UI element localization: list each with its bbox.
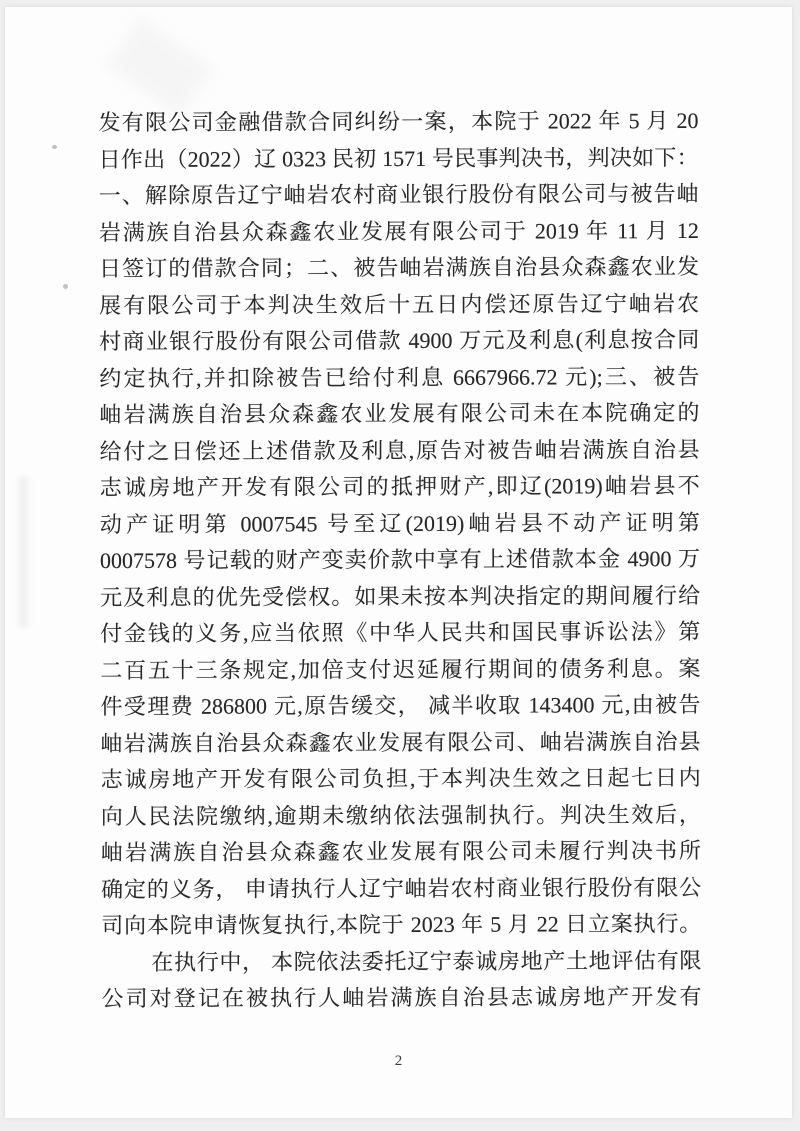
document-line: 志诚房地产开发有限公司的抵押财产,即辽(2019)岫岩县不 — [99, 472, 700, 501]
document-line: 确定的义务， 申请执行人辽宁岫岩农村商业银行股份有限公 — [101, 874, 702, 902]
scan-smudge — [106, 17, 214, 118]
document-line: 二百五十三条规定,加倍支付迟延履行期间的债务利息。案 — [100, 655, 701, 683]
document-line: 日作出（2022）辽 0323 民初 1571 号民事判决书，判决如下： — [98, 144, 699, 172]
page-number: 2 — [394, 1053, 403, 1069]
document-line: 发有限公司金融借款合同纠纷一案，本院于 2022 年 5 月 20 — [98, 107, 699, 136]
document-line: 岩满族自治县众森鑫农业发展有限公司于 2019 年 11 月 12 — [98, 217, 699, 245]
document-body-text — [98, 103, 701, 1018]
document-line: 元及利息的优先受偿权。如果未按本判决指定的期间履行给 — [100, 582, 701, 610]
document-line: 向人民法院缴纳,逾期未缴纳依法强制执行。判决生效后， — [100, 801, 701, 829]
document-line: 给付之日偿还上述借款及利息,原告对被告岫岩满族自治县 — [99, 436, 700, 464]
document-line: 公司对登记在被执行人岫岩满族自治县志诚房地产开发有 — [101, 983, 702, 1012]
document-line: 志诚房地产开发有限公司负担,于本判决生效之日起七日内 — [100, 764, 701, 793]
document-line: 司向本院申请恢复执行,本院于 2023 年 5 月 22 日立案执行。 — [101, 910, 702, 939]
document-line: 付金钱的义务,应当依照《中华人民共和国民事诉讼法》第 — [100, 618, 701, 647]
document-line: 展有限公司于本判决生效后十五日内偿还原告辽宁岫岩农 — [99, 290, 700, 318]
document-page — [5, 7, 792, 1118]
document-line: 岫岩满族自治县众森鑫农业发展有限公司未在本院确定的 — [99, 399, 700, 428]
document-line: 件受理费 286800 元,原告缓交， 减半收取 143400 元,由被告 — [100, 691, 701, 720]
scan-speck — [63, 284, 68, 289]
document-line: 在执行中， 本院依法委托辽宁泰诚房地产土地评估有限 — [151, 947, 702, 975]
document-line: 岫岩满族自治县众森鑫农业发展有限公司未履行判决书所 — [100, 837, 702, 866]
document-line: 0007578 号记载的财产变卖价款中享有上述借款本金 4900 万 — [99, 545, 701, 574]
document-line: 日签订的借款合同；二、被告岫岩满族自治县众森鑫农业发 — [98, 253, 700, 282]
document-line: 动产证明第 0007545 号至辽(2019)岫岩县不动产证明第 — [99, 509, 700, 537]
document-line: 村商业银行股份有限公司借款 4900 万元及利息(利息按合同 — [99, 326, 700, 355]
scan-smudge — [19, 477, 28, 627]
document-line: 岫岩满族自治县众森鑫农业发展有限公司、岫岩满族自治县 — [100, 728, 701, 756]
scan-speck — [52, 145, 57, 149]
document-line: 约定执行,并扣除被告已给付利息 6667966.72 元);三、被告 — [99, 363, 700, 391]
document-line: 一、解除原告辽宁岫岩农村商业银行股份有限公司与被告岫 — [98, 180, 699, 209]
